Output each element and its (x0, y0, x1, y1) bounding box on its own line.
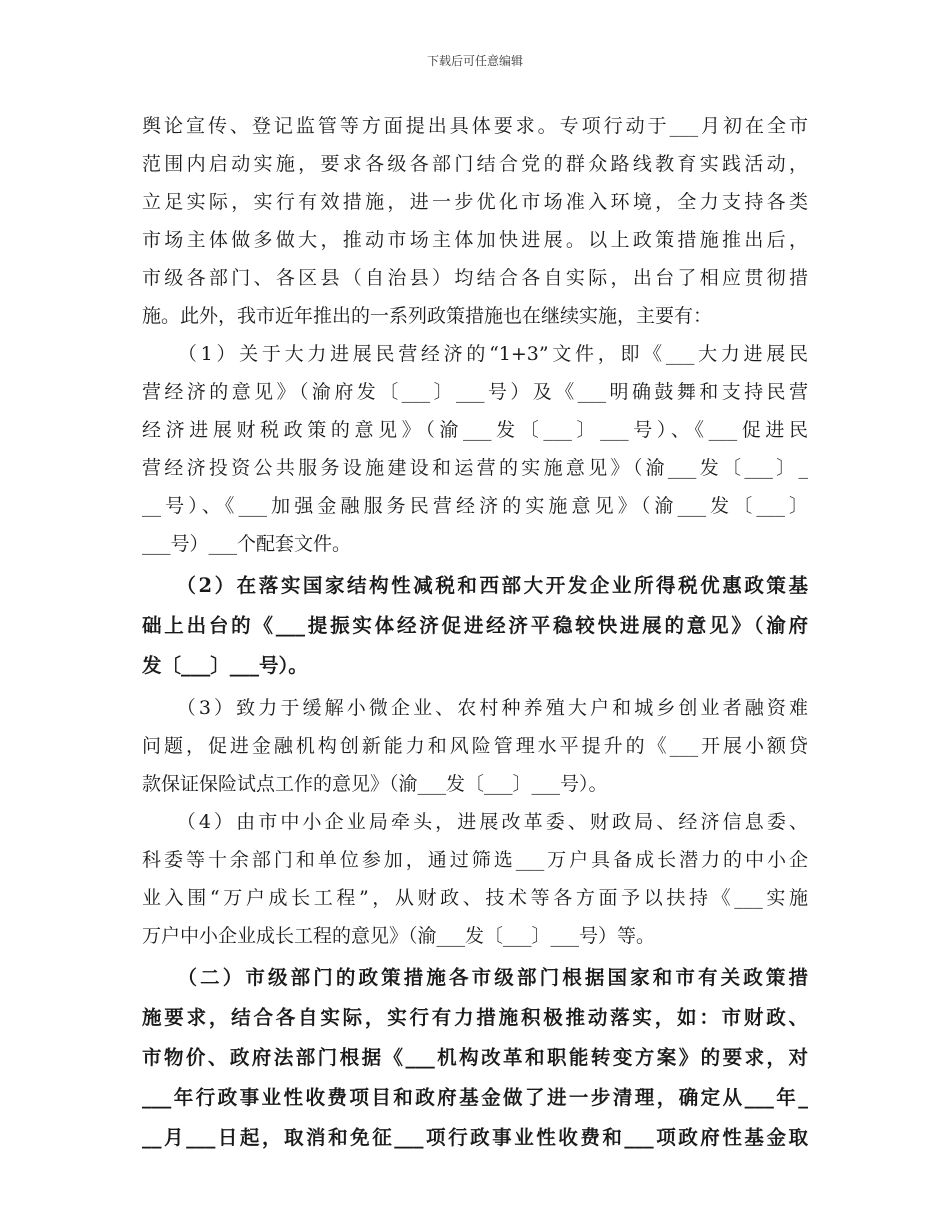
text-line: 市场主体做多做大，推动市场主体加快进展。以上政策措施推出后， (142, 229, 808, 251)
text-line: 款保证保险试点工作的意见》（渝___发〔___〕___号）。 (142, 773, 608, 795)
text-line: （2）在落实国家结构性减税和西部大开发企业所得税优惠政策基 (142, 574, 808, 597)
text-line: 立足实际，实行有效措施，进一步优化市场准入环境，全力支持各类 (142, 191, 808, 213)
text-line: 营经济投资公共服务设施建设和运营的实施意见》（渝___发〔___〕_ (142, 457, 808, 479)
text-line: ___年行政事业性收费项目和政府基金做了进一步清理，确定从___年_ (142, 1086, 808, 1109)
text-line: 营经济的意见》（渝府发〔___〕___号）及《___明确鼓舞和支持民营 (142, 381, 808, 403)
text-line: （1）关于大力进展民营经济的“1+3”文件，即《___大力进展民 (142, 343, 808, 365)
text-line: 经济进展财税政策的意见》（渝___发〔___〕___号）、《___促进民 (142, 419, 808, 441)
text-line: 业入围“万户成长工程”，从财政、技术等各方面予以扶持《___实施 (142, 887, 808, 909)
text-line: 施要求，结合各自实际，实行有力措施积极推动落实，如：市财政、 (142, 1006, 808, 1029)
text-line: 问题，促进金融机构创新能力和风险管理水平提升的《___开展小额贷 (142, 735, 808, 757)
text-line: 础上出台的《___提振实体经济促进经济平稳较快进展的意见》（渝府 (142, 614, 808, 637)
text-line: （3）致力于缓解小微企业、农村种养殖大户和城乡创业者融资难 (142, 697, 808, 719)
text-line: 市级各部门、各区县（自治县）均结合各自实际，出台了相应贯彻措 (142, 267, 808, 289)
text-line: 发〔___〕___号）。 (142, 654, 308, 677)
text-line: 范围内启动实施，要求各级各部门结合党的群众路线教育实践活动， (142, 153, 808, 175)
text-line: __月___日起，取消和免征___项行政事业性收费和___项政府性基金取 (142, 1126, 808, 1149)
text-line: （4）由市中小企业局牵头，进展改革委、财政局、经济信息委、 (142, 811, 808, 833)
text-line: 科委等十余部门和单位参加，通过筛选___万户具备成长潜力的中小企 (142, 849, 808, 871)
document-body (142, 107, 808, 1158)
text-line: ___号）___个配套文件。 (142, 533, 352, 555)
text-line: 施。此外，我市近年推出的一系列政策措施也在继续实施，主要有： (142, 305, 713, 327)
text-line: __号）、《___加强金融服务民营经济的实施意见》（渝___发〔___〕 (142, 495, 808, 517)
text-line: （二）市级部门的政策措施各市级部门根据国家和市有关政策措 (142, 966, 808, 989)
text-line: 舆论宣传、登记监管等方面提出具体要求。专项行动于___月初在全市 (142, 115, 808, 137)
page-header: 下载后可任意编辑 (426, 54, 523, 68)
text-line: 市物价、政府法部门根据《___机构改革和职能转变方案》的要求，对 (142, 1046, 808, 1069)
text-line: 万户中小企业成长工程的意见》（渝___发〔___〕___号）等。 (142, 925, 656, 947)
